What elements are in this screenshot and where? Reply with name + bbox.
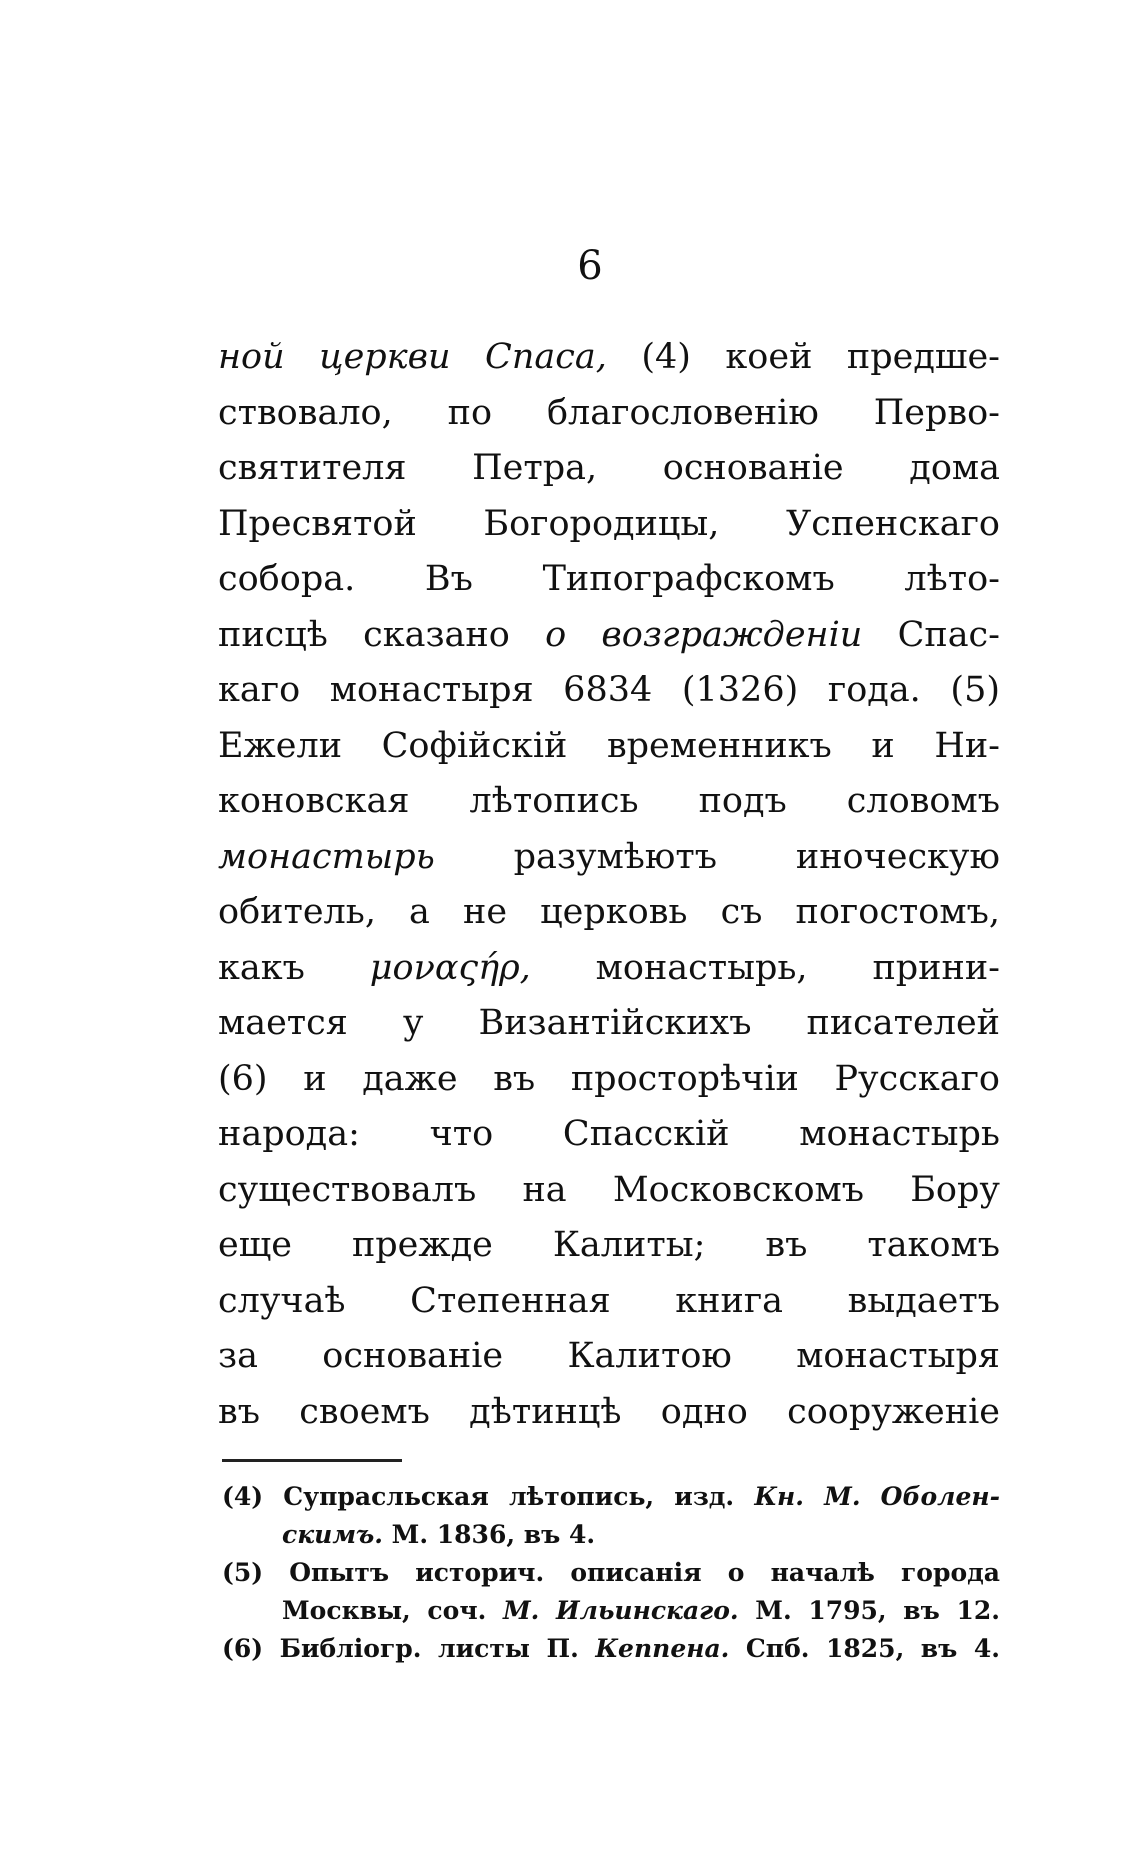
text-line [218,497,1000,553]
text-line [218,1107,1000,1163]
text-line [218,552,1000,608]
text-span: народа: что Спасскій монастырь [218,1114,1000,1154]
text-line [218,1163,1000,1219]
text-line [218,1274,1000,1330]
italic-text: Кн. М. Оболен- [754,1482,1000,1511]
text-span: Ежели Софійскій временникъ и Ни- [218,725,1000,766]
text-line [218,996,1000,1052]
text-span: Москвы, соч. [282,1596,503,1625]
text-span: Пресвятой Богородицы, Успенскаго [218,503,1000,544]
italic-text: μοναςήρ, [369,947,531,988]
page-number: 6 [577,243,603,289]
text-span: (4) коей предше- [606,337,1000,377]
footnote-line [222,1554,1000,1592]
text-span: М. 1795, въ 12. [738,1596,1000,1625]
footnotes [222,1478,1000,1668]
text-span: (4) Супрасльская лѣтопись, изд. [222,1482,755,1511]
italic-text: М. Ильинскаго. [502,1596,739,1625]
text-span: существовалъ на Московскомъ Бору [218,1169,1000,1210]
footnote-line [222,1592,1000,1630]
text-span: коновская лѣтопись подъ словомъ [218,781,1000,821]
text-line [218,719,1000,775]
text-line [218,1218,1000,1274]
text-span: ствовало, по благословенію Перво- [218,392,1000,433]
text-span: Спас- [862,614,1000,655]
text-span: писцѣ сказано [218,614,546,655]
text-span: Спб. 1825, въ 4. [729,1634,1000,1663]
text-span: (6) и даже въ просторѣчіи Русскаго [218,1058,1000,1099]
text-line [218,386,1000,442]
text-span: еще прежде Калиты; въ такомъ [218,1225,1000,1265]
text-span: случаѣ Степенная книга выдаетъ [218,1280,1000,1321]
text-span: собора. Въ Типографскомъ лѣто- [218,559,1000,599]
italic-text: скимъ. [282,1520,383,1549]
text-line [218,1385,1000,1441]
text-span: святителя Петра, основаніе дома [218,448,1000,488]
italic-text: Кеппена. [595,1634,730,1663]
text-line [218,441,1000,497]
footnote-rule [222,1459,402,1462]
text-span: за основаніе Калитою монастыря [218,1336,1000,1376]
text-line [218,830,1000,886]
text-line [218,1329,1000,1385]
text-line [218,1052,1000,1108]
text-span: монастырь, прини- [530,947,1000,988]
text-span: М. 1836, въ 4. [382,1520,596,1549]
text-line [218,941,1000,997]
footnote-line [222,1516,1000,1554]
text-span: каго монастыря 6834 (1326) года. (5) [218,670,1000,710]
italic-text: ной церкви Спаса, [218,337,607,377]
text-span: обитель, а не церковь съ погостомъ, [218,892,1000,932]
footnote-line [222,1630,1000,1668]
text-line [218,663,1000,719]
text-span: (6) Библіогр. листы П. [222,1634,596,1663]
footnote-line [222,1478,1000,1516]
text-line [218,774,1000,830]
text-line [218,885,1000,941]
text-span: разумѣютъ иноческую [434,836,1000,877]
text-line [218,608,1000,664]
italic-text: монастырь [218,836,435,877]
text-span: (5) Опытъ историч. описанія о началѣ города [222,1558,1000,1587]
text-line [218,330,1000,386]
text-span: какъ [218,947,370,988]
body-text [218,330,1000,1440]
text-span: въ своемъ дѣтинцѣ одно сооруженіе [218,1391,1000,1432]
italic-text: о возгражденіи [545,614,863,655]
text-span: мается у Византійскихъ писателей [218,1003,1000,1043]
